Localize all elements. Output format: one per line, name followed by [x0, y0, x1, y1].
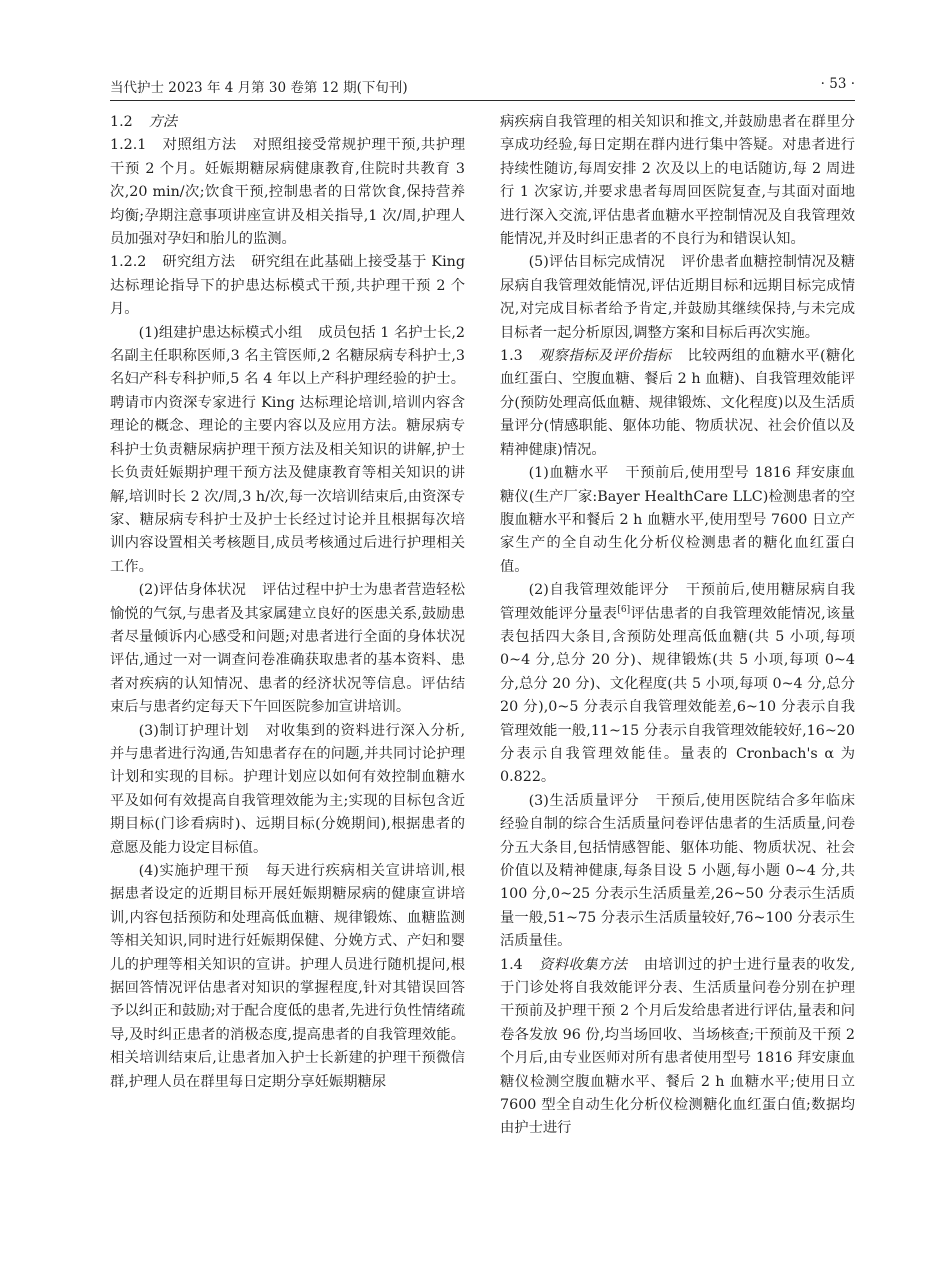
paragraph-text: 评估患者的自我管理效能情况,该量表包括四大条目,含预防处理高低血糖(共 5 小项,每项 0~4 分,总分 20 分)、规律锻炼(共 5 小项,每项 0~4 分,总分 20 分)、文化程度(共 5 小项,每项 0~4 分,总分 20 分),0~5 分表示自我管理效能差,6~10 分表示自我管理效能一般,11~15 分表示自我管理效能较好,16~20 分表示自我管理效能佳。量表的 Cronbach's α 为 0.822。	[500, 605, 856, 786]
paragraph-text: 成员包括 1 名护士长,2 名副主任职称医师,3 名主管医师,2 名糖尿病专科护士,3 名妇产科专科护师,5 名 4 年以上产科护理经验的护士。聘请市内资深专家进行 King 达标理论培训,培训内容含理论的概念、理论的主要内容以及应用方法。糖尿病专科护士负责糖尿病护理干预方法及相关知识的讲解,护士长负责妊娠期护理干预方法及健康教育等相关知识的讲解,培训时长 2 次/周,3 h/次,每一次培训结束后,由资深专家、糖尿病专科护士及护士长经过讨论并且根据每次培训内容设置相关考核题目,成员考核通过后进行护理相关工作。	[110, 324, 465, 575]
section-title: 观察指标及评价指标	[538, 348, 672, 365]
paragraph-text: 对照组接受常规护理干预,共护理干预 2 个月。妊娠期糖尿病健康教育,住院时共教育 3 次,20 min/次;饮食干预,控制患者的日常饮食,保持营养均衡;孕期注意事项讲座宣讲及相关指导,1 次/周,护理人员加强对孕妇和胎儿的监测。	[110, 137, 465, 248]
paragraph-text: 病疾病自我管理的相关知识和推文,并鼓励患者在群里分享成功经验,每日定期在群内进行集中答疑。对患者进行持续性随访,每周安排 2 次及以上的电话随访,每 2 周进行 1 次家访,并要求患者每周回医院复查,与其面对面地进行深入交流,评估患者血糖水平控制情况及自我管理效能情况,并及时纠正患者的不良行为和错误认知。	[500, 114, 855, 248]
section-1-2-1	[110, 134, 465, 251]
page-number: · 53 ·	[820, 76, 855, 92]
section-number: 1.3	[500, 348, 523, 365]
paragraph-step-1	[110, 322, 465, 579]
header-rule	[110, 100, 855, 101]
paragraph-metric-2	[500, 579, 855, 790]
paragraph-text: 评价患者血糖控制情况及糖尿病自我管理效能情况,评估近期目标和远期目标完成情况,对完成目标者给予肯定,并鼓励其继续保持,与未完成目标者一起分析原因,调整方案和目标后再次实施。	[500, 254, 855, 341]
subsection-number: 1.2.2	[110, 254, 147, 271]
paragraph-title: (5)评估目标完成情况	[528, 254, 666, 271]
paragraph-text: 评估过程中护士为患者营造轻松愉悦的气氛,与患者及其家属建立良好的医患关系,鼓励患者尽量倾诉内心感受和问题;对患者进行全面的身体状况评估,通过一对一调查问卷准确获取患者的基本资料、患者对疾病的认知情况、患者的经济状况等信息。评估结束后与患者约定每天下午回医院参加宣讲培训。	[110, 582, 465, 716]
paragraph-text: 干预前后,使用糖尿病自我管理效能评分量表	[500, 582, 855, 622]
paragraph-title: (4)实施护理干预	[138, 863, 250, 879]
section-1-2-2	[110, 251, 465, 321]
paragraph-text: 研究组在此基础上接受基于 King 达标理论指导下的护患达标模式干预,共护理干预 2 个月。	[110, 254, 465, 318]
citation-reference: [6]	[617, 604, 631, 615]
section-1-2-heading	[110, 111, 465, 134]
paragraph-title: (2)评估身体状况	[138, 582, 247, 599]
paragraph-text: 每天进行疾病相关宣讲培训,根据患者设定的近期目标开展妊娠期糖尿病的健康宣讲培训,内容包括预防和处理高低血糖、规律锻炼、血糖监测等相关知识,同时进行妊娠期保健、分娩方式、产妇和婴儿的护理等相关知识的宣讲。护理人员进行随机提问,根据回答情况评估患者对知识的掌握程度,针对其错误回答予以纠正和鼓励;对于配合度低的患者,先进行负性情绪疏导,及时纠正患者的消极态度,提高患者的自我管理效能。相关培训结束后,让患者加入护士长新建的护理干预微信群,护理人员在群里每日定期分享妊娠期糖尿	[110, 863, 465, 1090]
paragraph-text: 由培训过的护士进行量表的收发,于门诊处将自我效能评分表、生活质量问卷分别在护理干预前及护理干预 2 个月后发给患者进行评估,量表和问卷各发放 96 份,均当场回收、当场核查;干预前及干预 2 个月后,由专业医师对所有患者使用型号 1816 拜安康血糖仪检测空腹血糖水平、餐后 2 h 血糖水平;使用日立 7600 型全自动生化分析仪检测糖化血红蛋白值;数据均由护士进行	[500, 956, 856, 1137]
running-header	[110, 76, 855, 98]
paragraph-text: 干预后,使用医院结合多年临床经验自制的综合生活质量问卷评估患者的生活质量,问卷分五大条目,包括情感智能、躯体功能、物质状况、社会价值以及精神健康,每条目设 5 小题,每小题 0~4 分,共 100 分,0~25 分表示生活质量差,26~50 分表示生活质量一般,51~75 分表示生活质量较好,76~100 分表示生活质量佳。	[500, 792, 855, 950]
paragraph-metric-3	[500, 790, 855, 954]
subsection-number: 1.2.1	[110, 137, 147, 154]
paragraph-title: (3)制订护理计划	[138, 722, 250, 739]
section-number: 1.4	[500, 956, 523, 973]
left-column	[110, 111, 465, 1251]
paragraph-text: 干预前后,使用型号 1816 拜安康血糖仪(生产厂家:Bayer HealthCare LLC)检测患者的空腹血糖水平和餐后 2 h 血糖水平,使用型号 7600 日立产家生产的全自动生化分析仪检测患者的糖化血红蛋白值。	[500, 465, 855, 575]
paragraph-title: (3)生活质量评分	[528, 792, 640, 809]
paragraph-text: 对收集到的资料进行深入分析,并与患者进行沟通,告知患者存在的问题,并共同讨论护理计划和实现的目标。护理计划应以如何有效控制血糖水平及如何有效提高自我管理效能为主;实现的目标包含近期目标(门诊看病时)、远期目标(分娩期间),根据患者的意愿及能力设定目标值。	[110, 722, 465, 856]
paragraph-title: (1)组建护患达标模式小组	[138, 324, 303, 341]
section-number: 1.2	[110, 114, 133, 130]
journal-title: 当代护士 2023 年 4 月第 30 卷第 12 期(下旬刊)	[110, 80, 408, 96]
section-1-4	[500, 954, 855, 1141]
paragraph-metric-1	[500, 462, 855, 579]
subsection-title: 对照组方法	[162, 137, 237, 154]
subsection-title: 研究组方法	[162, 254, 236, 271]
paragraph-text: 比较两组的血糖水平(糖化血红蛋白、空腹血糖、餐后 2 h 血糖)、自我管理效能评分(预防处理高低血糖、规律锻炼、文化程度)以及生活质量评分(情感职能、躯体功能、物质状况、社会价值以及精神健康)情况。	[500, 348, 856, 458]
paragraph-step-4	[110, 860, 465, 1094]
paragraph-title: (1)血糖水平	[528, 465, 609, 482]
paragraph-title: (2)自我管理效能评分	[528, 582, 670, 599]
right-column	[500, 111, 855, 1251]
paragraph-step-2	[110, 579, 465, 719]
paragraph-continuation	[500, 111, 855, 251]
section-1-3	[500, 345, 855, 462]
section-title: 资料收集方法	[538, 956, 628, 973]
paragraph-step-3	[110, 720, 465, 860]
paragraph-step-5	[500, 251, 855, 345]
section-title: 方法	[148, 114, 178, 130]
